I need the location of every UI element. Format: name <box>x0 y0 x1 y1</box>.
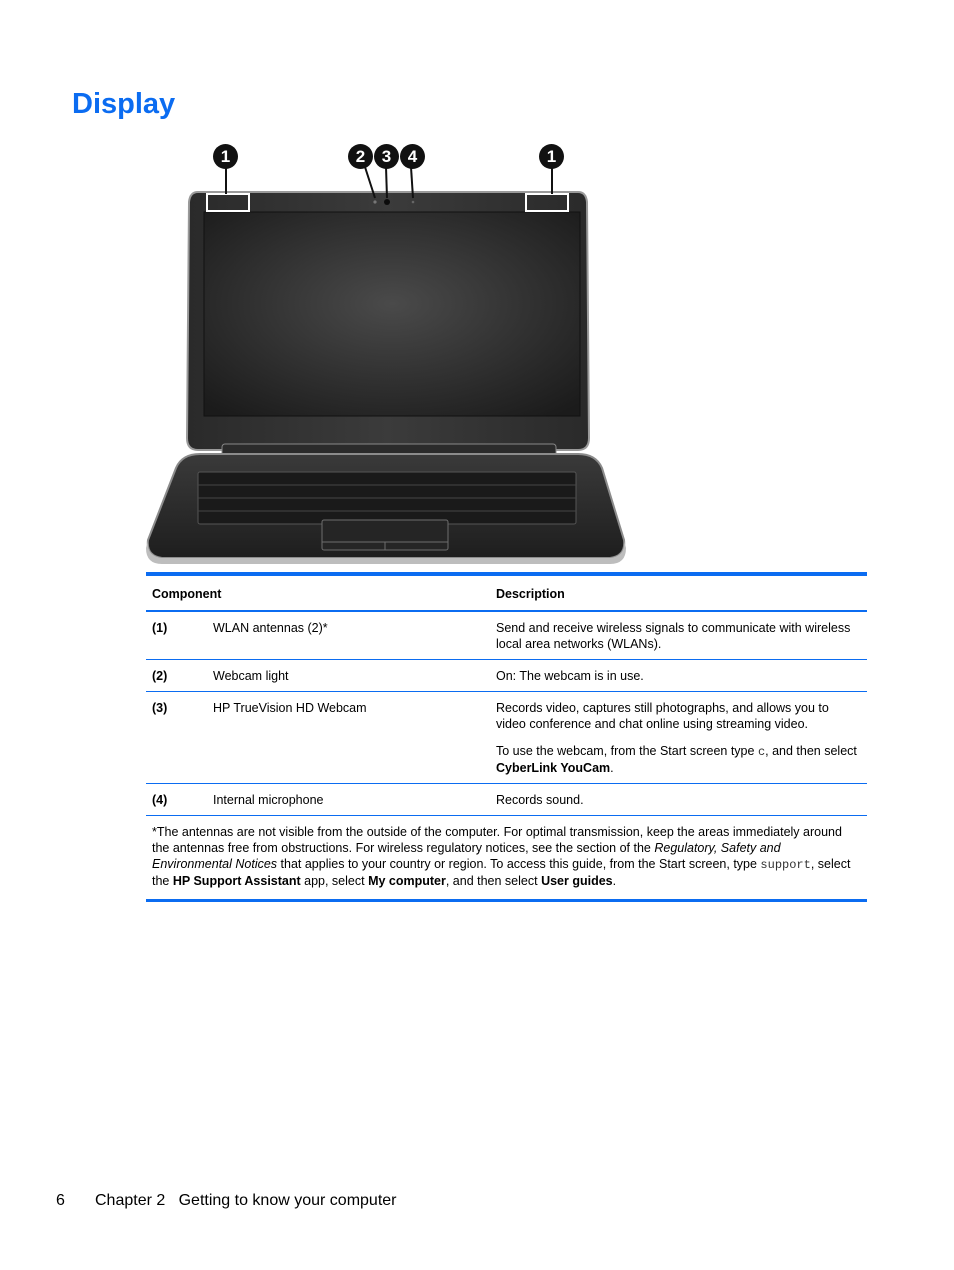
laptop-illustration <box>140 138 640 570</box>
footnote-row <box>146 816 867 901</box>
antenna-footnote: *The antennas are not visible from the outside of the computer. For optimal transmission, keep the areas immediately around the antennas free from obstructions. For wireless regulatory notices, see the section of the Regulatory, Safety and Environmental Notices that applies to your country or region. To access this guide, from the Start screen, type support, select the HP Support Assistant app, select My computer, and then select User guides. <box>152 825 851 888</box>
table-row <box>146 660 867 692</box>
row-description: Send and receive wireless signals to communicate with wireless local area networks (WLANs). <box>490 611 867 660</box>
component-table <box>146 572 867 902</box>
webcam-lens <box>384 199 390 205</box>
webcam-usage-note: To use the webcam, from the Start screen type c, and then select CyberLink YouCam. <box>496 744 857 775</box>
page-footer <box>56 1192 396 1210</box>
webcam-light-dot <box>373 200 376 203</box>
callout-3: 3 <box>374 144 399 169</box>
table-row <box>146 692 867 784</box>
table-row <box>146 784 867 816</box>
page-number: 6 <box>56 1192 65 1209</box>
table-header-row <box>146 574 867 611</box>
callout-4: 4 <box>400 144 425 169</box>
row-description: On: The webcam is in use. <box>490 660 867 692</box>
laptop-display-figure <box>140 138 640 570</box>
row-component: HP TrueVision HD Webcam <box>207 692 490 784</box>
row-description: Records sound. <box>490 784 867 816</box>
row-component: Webcam light <box>207 660 490 692</box>
row-number: (4) <box>146 784 207 816</box>
callout-1-left: 1 <box>213 144 238 169</box>
row-number: (3) <box>146 692 207 784</box>
callout-1-right: 1 <box>539 144 564 169</box>
screen <box>204 212 580 416</box>
row-number: (2) <box>146 660 207 692</box>
microphone-dot <box>412 201 415 204</box>
row-component: WLAN antennas (2)* <box>207 611 490 660</box>
page-title: Display <box>72 88 176 120</box>
row-description: Records video, captures still photographs, and allows you to video conference and chat online using streaming video. To use the webcam, from the Start screen type c, and then select CyberLink YouCam. <box>490 692 867 784</box>
row-number: (1) <box>146 611 207 660</box>
row-component: Internal microphone <box>207 784 490 816</box>
header-description: Description <box>490 574 867 611</box>
table-row <box>146 611 867 660</box>
callout-2: 2 <box>348 144 373 169</box>
header-component: Component <box>146 574 490 611</box>
chapter-title: Chapter 2 Getting to know your computer <box>95 1192 397 1209</box>
